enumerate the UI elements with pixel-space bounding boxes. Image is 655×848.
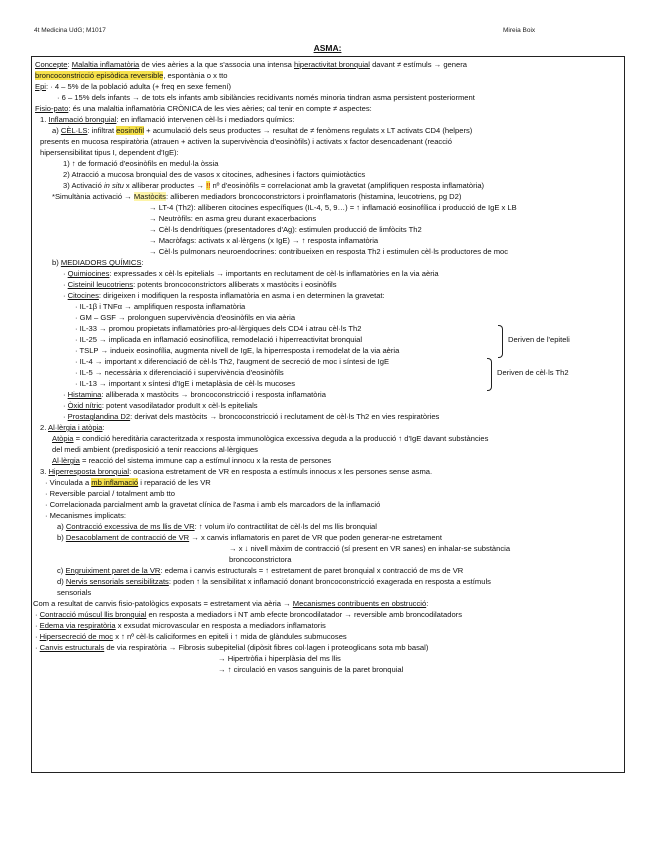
text: Desacoblament de contracció de VR [65, 533, 190, 542]
text: in situ [103, 181, 124, 190]
text: : [141, 258, 144, 267]
text: Atòpia [52, 434, 74, 443]
concept-line [35, 60, 467, 70]
text: : · 4 – 5% de la població adulta (+ freq en sexe femení) [45, 82, 232, 91]
text: d) [57, 577, 66, 586]
citocine-gmgsf: · GM – GSF → prolonguen supervivència d'eosinòfils en via aèria [75, 313, 296, 322]
cells-line-3: hipersensibilitat tipus I, dependent d'IgE): [40, 148, 179, 157]
allergia-line [52, 456, 331, 466]
text: + acumulació dels seus productes → resultat de ≠ fenòmens regulats x LT activats CD4 (helpers) [144, 126, 473, 135]
brace-epiteli-label: Deriven de l'epiteli [508, 335, 570, 344]
text: i reparació de les VR [138, 478, 211, 487]
reversible-line: · Reversible parcial / totalment amb tto [45, 489, 175, 498]
text: : ocasiona estretament de VR en resposta a estímuls innocus x les persones sense asma. [129, 467, 433, 476]
mecanisme-a [57, 522, 377, 532]
leucotriens-line: · Cisteinil leucotriens: potents broncoconstrictors alliberats x mastòcits i eosinòfils [63, 280, 337, 289]
text: : ↑ volum i/o contractilitat de cèl·ls del ms llis bronquial [194, 522, 377, 531]
dendritic-line: → Cèl·ls dendrítiques (presentadores d'Ag): estimulen producció de limfòcits Th2 [149, 225, 422, 234]
cells-line [52, 126, 472, 136]
text: Contracció múscul llis bronquial [39, 610, 147, 619]
obstruction-canvis [35, 643, 428, 653]
obstruction-canvis-3: → ↑ circulació en vasos sanguinis de la paret bronquial [218, 665, 404, 674]
text: : [102, 423, 105, 432]
text: en resposta a mediadors i NT amb efecte broncodilatador → reversible amb broncodilatadors [146, 610, 463, 619]
prostaglandina-line: · Prostaglandina D2: derivat dels mastòcits → broncoconstricció i reclutament de cèl·ls Th2 en vies respiratòries [63, 412, 440, 421]
mecanisme-d [57, 577, 491, 587]
highlight: Mastòcits [133, 192, 166, 201]
section-2-heading [40, 423, 105, 433]
atopia-line [52, 434, 488, 444]
text: MEDIADORS QUÍMICS [60, 258, 142, 267]
cells-item-2: 2) Atracció a mucosa bronquial des de vasos x citocines, adhesines i factors quimiotàctics [63, 170, 366, 179]
text: : en inflamació intervenen cèl·ls i mediadors químics: [116, 115, 295, 124]
lt4-line: → LT-4 (Th2): alliberen citocines específiques (IL-4, 5, 9…) = ↑ inflamació eosinofílica i producció de IgE x LB [149, 203, 517, 212]
epi-line [35, 82, 231, 92]
text: Citocines [67, 291, 99, 300]
concept-label: Concepte [35, 60, 68, 69]
mecanisme-c [57, 566, 463, 576]
text: Prostaglandina D2 [67, 412, 131, 421]
text: a) [57, 522, 66, 531]
mecanisme-b-3: broncoconstrictora [229, 555, 292, 564]
fisiopato-label: Fisio-pato [35, 104, 69, 113]
text: → x canvis inflamatoris en paret de VR que poden generar-ne estretament [189, 533, 442, 542]
text: : [426, 599, 429, 608]
brace-th2 [487, 358, 492, 391]
text: *Simultània activació → [52, 192, 134, 201]
citocine-il13: · IL-13 → important x síntesi d'IgE i metaplàsia de cèl·ls mucoses [75, 379, 296, 388]
text: : potents broncoconstrictors alliberats x mastòcits i eosinòfils [133, 280, 337, 289]
correlacionada-line: · Correlacionada parcialment amb la gravetat clínica de l'asma i amb els marcadors de la inflamació [45, 500, 381, 509]
text: · Vinculada a [45, 478, 92, 487]
text: : dirigeixen i modifiquen la resposta inflamatòria en asma i en determinen la gravetat: [98, 291, 385, 300]
text: Histamina [67, 390, 102, 399]
text: Edema via respiratòria [39, 621, 116, 630]
text: x ↑ nº cèl·ls caliciformes en epiteli i ↑ mida de glàndules submucoses [113, 632, 347, 641]
citocine-il25: · IL-25 → implicada en inflamació eosinofílica, remodelació i hiperreactivitat bronquial [75, 335, 363, 344]
text: : alliberen mediadors broncoconstrictors i proinflamatoris (histamina, leucotriens, pg D2) [165, 192, 462, 201]
text: Quimiocines [67, 269, 110, 278]
oxid-nitric-line: · Òxid nítric: potent vasodilatador produït x cèl·ls epitelials [63, 401, 258, 410]
page-title: ASMA: [313, 43, 342, 53]
text: Al·lèrgia i atòpia [48, 423, 103, 432]
text: : edema i canvis estructurals = ↑ estretament de paret bronquial x contracció de ms de VR [160, 566, 464, 575]
text: · [35, 621, 40, 630]
obstruction-contraccio [35, 610, 462, 620]
mecanismes-line: · Mecanismes implicats: [45, 511, 127, 520]
text: Òxid nítric [67, 401, 102, 410]
obstruction-edema [35, 621, 326, 631]
text: = condició hereditària caracteritzada x resposta immunològica excessiva deguda a la producció ↑ d'IgE davant substàncies [73, 434, 489, 443]
mecanisme-b [57, 533, 442, 543]
atopia-line-2: del medi ambient (predisposició a tenir reaccions al·lèrgiques [52, 445, 258, 454]
macrofags-line: → Macròfags: activats x al·lèrgens (x IgE) → ↑ resposta inflamatòria [149, 236, 379, 245]
citocine-tslp: · TSLP → indueix eosinofília, augmenta nivell de IgE, la hiperresposta i remodelat de la via aèria [75, 346, 400, 355]
citocine-il1: · IL-1β i TNFα → amplifiquen resposta inflamatòria [75, 302, 246, 311]
text: Cisteinil leucotriens [67, 280, 134, 289]
text: , espontània o x tto [163, 71, 228, 80]
citocines-line: · Citocines: dirigeixen i modifiquen la resposta inflamatòria en asma i en determinen la gravetat: [63, 291, 385, 300]
epi-label: Epi [35, 82, 46, 91]
highlight: broncoconstricció episòdica reversible [35, 71, 164, 80]
concept-line-2 [35, 71, 227, 81]
brace-th2-label: Deriven de cèl·ls Th2 [497, 368, 569, 377]
text: · [35, 632, 40, 641]
neutrofils-line: → Neutròfils: en asma greu durant exacerbacions [149, 214, 317, 223]
mecanisme-b-2: → x ↓ nivell màxim de contracció (sí present en VR sanes) en inhalar-se substància [229, 544, 511, 553]
text: 2. [40, 423, 49, 432]
obstruction-moc [35, 632, 347, 642]
text: : alliberada x mastòcits → broncoconstricció i resposta inflamatòria [101, 390, 326, 399]
mediators-heading [52, 258, 144, 268]
cells-line-2: presents en mucosa respiratòria (atrauen + activen la supervivència d'eosinòfils) i activats x factor desencadenant (reacció [40, 137, 452, 146]
text: b) [52, 258, 61, 267]
text: : poden ↑ la sensibilitat x inflamació donant broncoconstricció exagerada en resposta a estímuls [168, 577, 491, 586]
text: Malaltia inflamatòria [71, 60, 140, 69]
section-1-heading [40, 115, 295, 125]
quimiocines-line: · Quimiocines: expressades x cèl·ls epitelials → importants en reclutament de cèl·ls inflamatòries en la via aèria [63, 269, 439, 278]
citocine-il4: · IL-4 → important x diferenciació de cèl·ls Th2, l'augment de secreció de moc i síntesi de IgE [75, 357, 390, 366]
text: 3. [40, 467, 49, 476]
text: 3) Activació [63, 181, 104, 190]
text: Nervis sensorials sensibilitzats [65, 577, 169, 586]
text: : derivat dels mastòcits → broncoconstricció i reclutament de cèl·ls Th2 en vies respiratòries [130, 412, 440, 421]
citocine-il33: · IL-33 → promou propietats inflamatòries pro-al·lèrgiques dels CD4 i atrau cèl·ls Th2 [75, 324, 362, 333]
mecanisme-d-2: sensorials [57, 588, 92, 597]
text: : expressades x cèl·ls epitelials → importants en reclutament de cèl·ls inflamatòries en la via aèria [109, 269, 439, 278]
text: nº d'eosinòfils = correlacionat amb la gravetat (amplifiquen resposta inflamatòria) [210, 181, 485, 190]
text: Contracció excessiva de ms llis de VR [65, 522, 195, 531]
text: a) [52, 126, 61, 135]
text: CÈL·LS [60, 126, 88, 135]
neuroendocrine-line: → Cèl·ls pulmonars neuroendocrines: contribueixen en resposta Th2 i estimulen cèl·ls productores de moc [149, 247, 509, 256]
text: hiperactivitat bronquial [293, 60, 370, 69]
text: Hipersecreció de moc [39, 632, 114, 641]
highlight: eosinòfil [116, 126, 145, 135]
text: : és una malaltia inflamatòria CRÒNICA de les vies aèries; cal tenir en compte ≠ aspectes: [68, 104, 372, 113]
text: de vies aèries a la que s'associa una intensa [139, 60, 294, 69]
histamina-line: · Histamina: alliberada x mastòcits → broncoconstricció i resposta inflamatòria [63, 390, 326, 399]
text: Mecanismes contribuents en obstrucció [292, 599, 427, 608]
highlight: !! [206, 181, 211, 190]
cells-item-3 [63, 181, 484, 191]
obstruction-heading [33, 599, 428, 609]
text: : infiltrat [87, 126, 117, 135]
text: b) [57, 533, 66, 542]
fisiopato-line [35, 104, 372, 114]
epi-line-2: · 6 – 15% dels infants → de tots els infants amb sibilàncies recidivants només minoria tindran asma persistent posteriorment [57, 93, 475, 102]
brace-epiteli [498, 325, 503, 358]
obstruction-canvis-2: → Hipertròfia i hiperplàsia del ms llis [218, 654, 341, 663]
vinculada-line [45, 478, 211, 488]
text: : [67, 60, 72, 69]
text: 1. [40, 115, 49, 124]
text: Engruiximent paret de la VR [65, 566, 161, 575]
citocine-il5: · IL-5 → necessària x diferenciació i supervivència d'eosinòfils [75, 368, 284, 377]
text: x exsudat microvascular en resposta a mediadors inflamatoris [115, 621, 326, 630]
text: davant ≠ estímuls → genera [369, 60, 467, 69]
header-author: Mireia Boix [503, 27, 536, 34]
cells-item-1: 1) ↑ de formació d'eosinòfils en medul·la òssia [63, 159, 219, 168]
text: c) [57, 566, 66, 575]
section-3-heading [40, 467, 432, 477]
text: = reacció del sistema immune cap a estímul innocu x la resta de persones [79, 456, 332, 465]
text: : potent vasodilatador produït x cèl·ls epitelials [101, 401, 258, 410]
text: Inflamació bronquial [48, 115, 117, 124]
text: Hiperresposta bronquial [48, 467, 130, 476]
text: x alliberar productes → [123, 181, 207, 190]
mastocits-line [52, 192, 461, 202]
text: · [35, 643, 40, 652]
highlight: mb inflamació [91, 478, 139, 487]
text: Canvis estructurals [39, 643, 105, 652]
header-course: 4t Medicina UdG; M1017 [34, 27, 106, 34]
text: Com a resultat de canvis fisio-patològics exposats = estretament via aèria → [33, 599, 293, 608]
text: de via respiratòria → Fibrosis subepitelial (dipòsit fibres col·lagen i proteoglicans sota mb basal) [104, 643, 429, 652]
text: · [35, 610, 40, 619]
text: Al·lèrgia [52, 456, 80, 465]
